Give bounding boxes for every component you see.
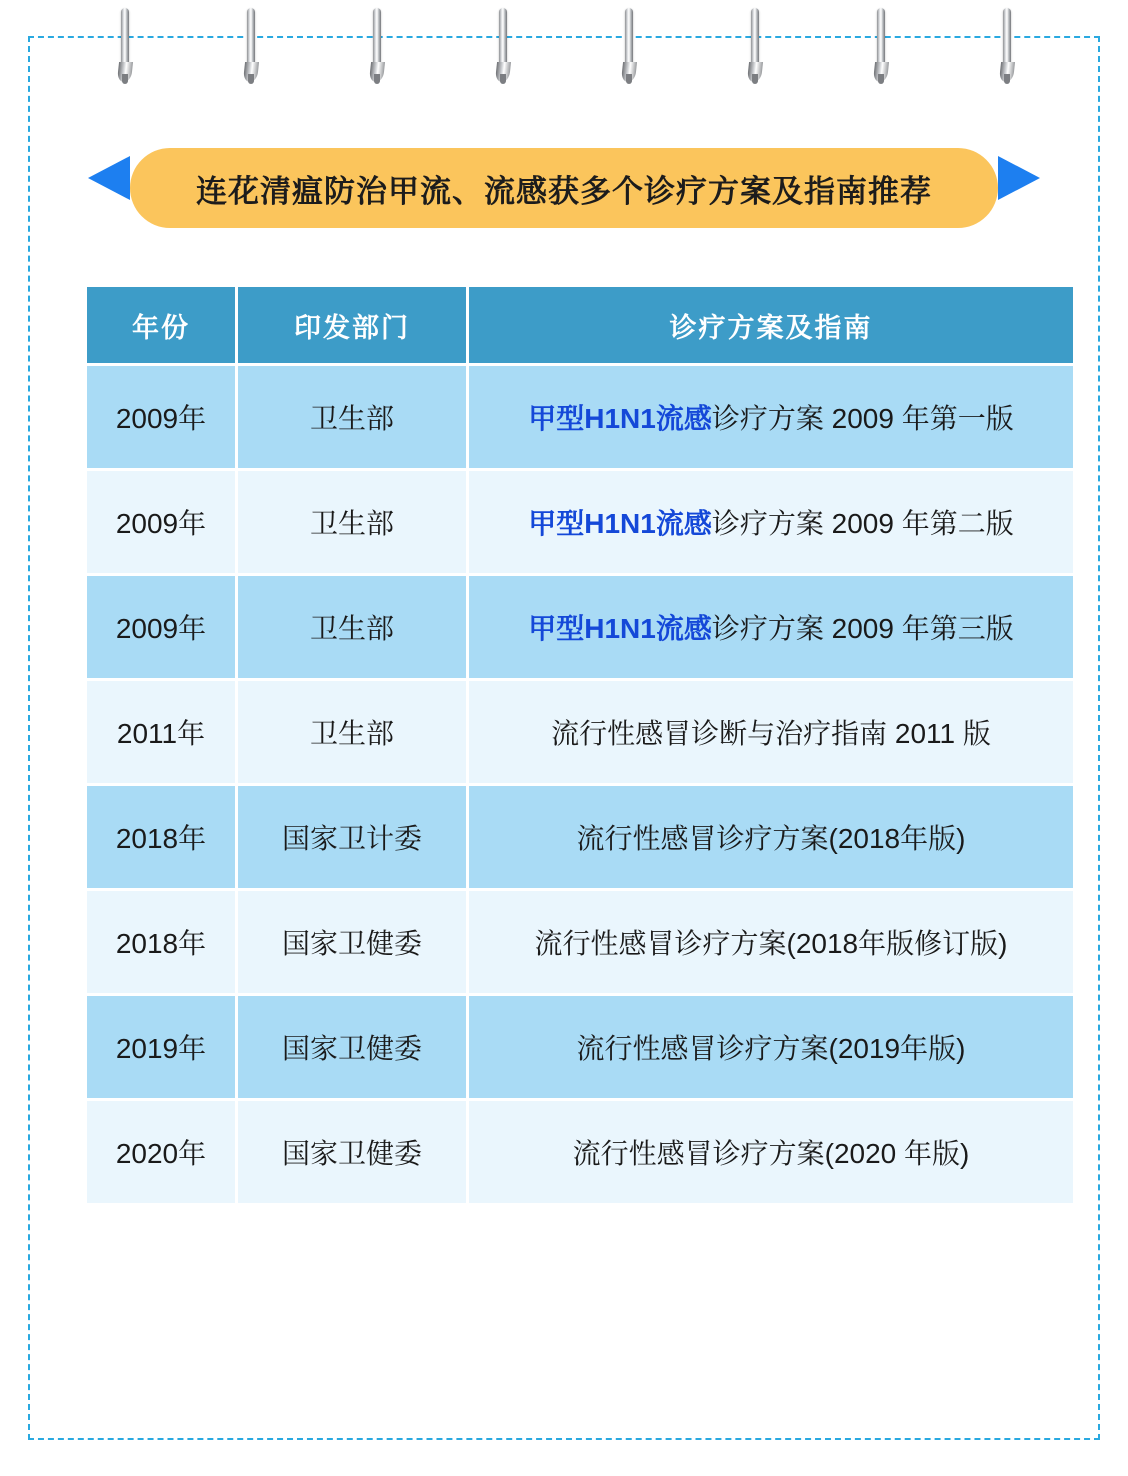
recommendations-table	[84, 284, 1076, 1206]
arrow-right-icon	[998, 156, 1040, 200]
cell-document	[469, 891, 1073, 993]
document-text: 流行性感冒诊疗方案(2018年版)	[576, 823, 966, 854]
page-title: 连花清瘟防治甲流、流感获多个诊疗方案及指南推荐	[196, 173, 932, 209]
document-text: 流行性感冒诊疗方案(2018年版修订版)	[534, 928, 1008, 959]
document-text: 流行性感冒诊断与治疗指南 2011 版	[551, 718, 991, 749]
cell-year: 2018年	[87, 891, 235, 993]
cell-department: 国家卫健委	[238, 891, 466, 993]
cell-year: 2009年	[87, 576, 235, 678]
cell-document	[469, 576, 1073, 678]
cell-year: 2018年	[87, 786, 235, 888]
document-highlight: 甲型H1N1流感	[528, 508, 712, 539]
document-text: 流行性感冒诊疗方案(2019年版)	[576, 1033, 966, 1064]
column-header-year: 年份	[87, 287, 235, 363]
column-header-document: 诊疗方案及指南	[469, 287, 1073, 363]
table-row	[87, 471, 1073, 573]
binding-ring	[742, 8, 768, 84]
cell-year: 2020年	[87, 1101, 235, 1203]
document-highlight: 甲型H1N1流感	[528, 403, 712, 434]
cell-document	[469, 681, 1073, 783]
table-row	[87, 1101, 1073, 1203]
title-banner	[84, 148, 1044, 228]
document-text: 诊疗方案 2009 年第三版	[711, 613, 1014, 644]
cell-department: 卫生部	[238, 681, 466, 783]
spiral-binding	[0, 0, 1128, 100]
table-row	[87, 891, 1073, 993]
table-row	[87, 576, 1073, 678]
cell-department: 卫生部	[238, 471, 466, 573]
document-text: 诊疗方案 2009 年第一版	[711, 403, 1014, 434]
binding-ring	[238, 8, 264, 84]
table-header-row	[87, 287, 1073, 363]
cell-document	[469, 471, 1073, 573]
binding-ring	[616, 8, 642, 84]
cell-department: 国家卫健委	[238, 996, 466, 1098]
binding-ring	[994, 8, 1020, 84]
banner-pill	[130, 148, 998, 228]
cell-department: 国家卫健委	[238, 1101, 466, 1203]
cell-department: 卫生部	[238, 366, 466, 468]
cell-year: 2009年	[87, 366, 235, 468]
column-header-department: 印发部门	[238, 287, 466, 363]
binding-ring	[868, 8, 894, 84]
cell-department: 国家卫计委	[238, 786, 466, 888]
cell-department: 卫生部	[238, 576, 466, 678]
cell-document	[469, 786, 1073, 888]
cell-document	[469, 366, 1073, 468]
binding-ring	[364, 8, 390, 84]
document-highlight: 甲型H1N1流感	[528, 613, 712, 644]
arrow-left-icon	[88, 156, 130, 200]
recommendations-table-wrapper	[84, 284, 1068, 1206]
table-row	[87, 786, 1073, 888]
cell-year: 2009年	[87, 471, 235, 573]
cell-year: 2011年	[87, 681, 235, 783]
cell-year: 2019年	[87, 996, 235, 1098]
table-row	[87, 681, 1073, 783]
cell-document	[469, 1101, 1073, 1203]
table-body	[87, 366, 1073, 1203]
cell-document	[469, 996, 1073, 1098]
table-row	[87, 996, 1073, 1098]
document-text: 流行性感冒诊疗方案(2020 年版)	[572, 1138, 970, 1169]
binding-ring	[490, 8, 516, 84]
table-row	[87, 366, 1073, 468]
binding-ring	[112, 8, 138, 84]
document-text: 诊疗方案 2009 年第二版	[711, 508, 1014, 539]
